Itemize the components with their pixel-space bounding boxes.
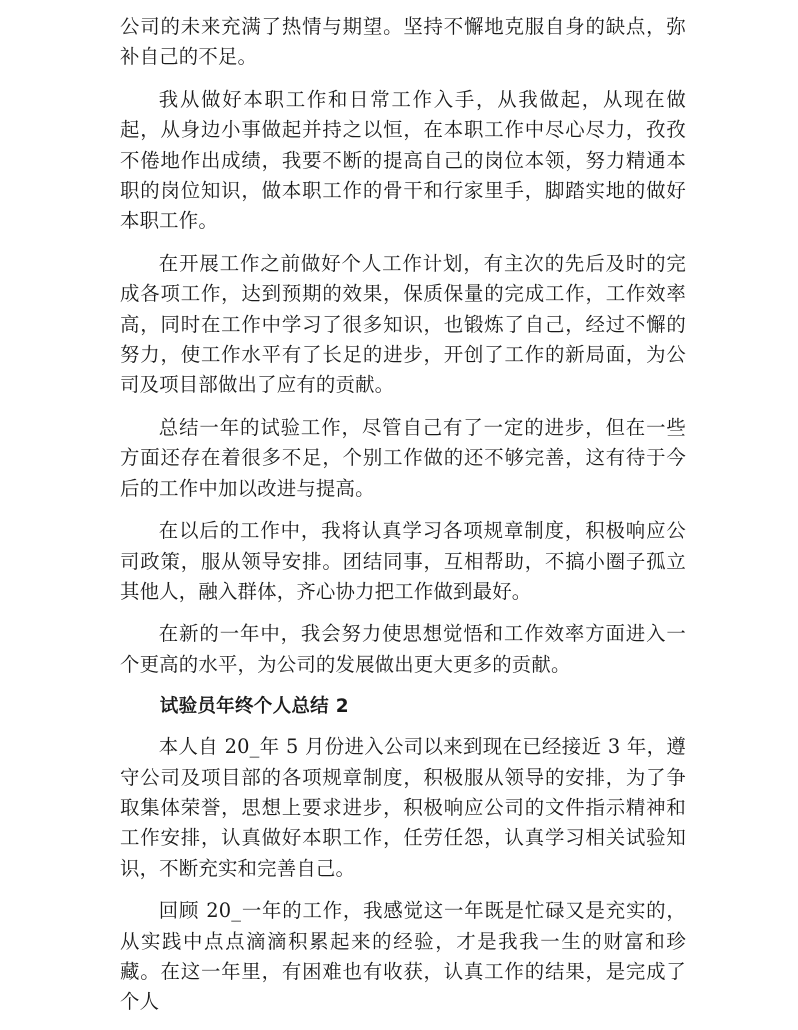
paragraph: 在开展工作之前做好个人工作计划，有主次的先后及时的完成各项工作，达到预期的效果，保质保量的完成工作，工作效率高，同时在工作中学习了很多知识，也锻炼了自己，经过不懈的努力，使工作水平有了长足的进步，开创了工作的新局面，为公司及项目部做出了应有的贡献。: [120, 251, 686, 397]
paragraph: 总结一年的试验工作，尽管自己有了一定的进步，但在一些方面还存在着很多不足，个别工作做的还不够完善，这有待于今后的工作中加以改进与提高。: [120, 415, 686, 500]
section-heading: 试验员年终个人总结 2: [159, 696, 349, 718]
paragraph: 回顾 20_一年的工作，我感觉这一年既是忙碌又是充实的，从实践中点点滴滴积累起来的经验，才是我我一生的财富和珍藏。在这一年里，有困难也有收获，认真工作的结果，是完成了个人: [120, 899, 686, 1014]
paragraph: 在新的一年中，我会努力使思想觉悟和工作效率方面进入一个更高的水平，为公司的发展做出更大更多的贡献。: [120, 622, 686, 676]
paragraph: 本人自 20_年 5 月份进入公司以来到现在已经接近 3 年，遵守公司及项目部的各项规章制度，积极服从领导的安排，为了争取集体荣誉，思想上要求进步，积极响应公司的文件指示精神和工作安排，认真做好本职工作，任劳任怨，认真学习相关试验知识，不断充实和完善自己。: [120, 735, 686, 880]
document-page: [120, 12, 686, 1030]
paragraph: 在以后的工作中，我将认真学习各项规章制度，积极响应公司政策，服从领导安排。团结同事，互相帮助，不搞小圈子孤立其他人，融入群体，齐心协力把工作做到最好。: [120, 519, 686, 603]
paragraph-continuation: 公司的未来充满了热情与期望。坚持不懈地克服自身的缺点，弥补自己的不足。: [120, 15, 686, 69]
paragraph: 我从做好本职工作和日常工作入手，从我做起，从现在做起，从身边小事做起并持之以恒，在本职工作中尽心尽力，孜孜不倦地作出成绩，我要不断的提高自己的岗位本领，努力精通本职的岗位知识，做本职工作的骨干和行家里手，脚踏实地的做好本职工作。: [120, 87, 686, 233]
